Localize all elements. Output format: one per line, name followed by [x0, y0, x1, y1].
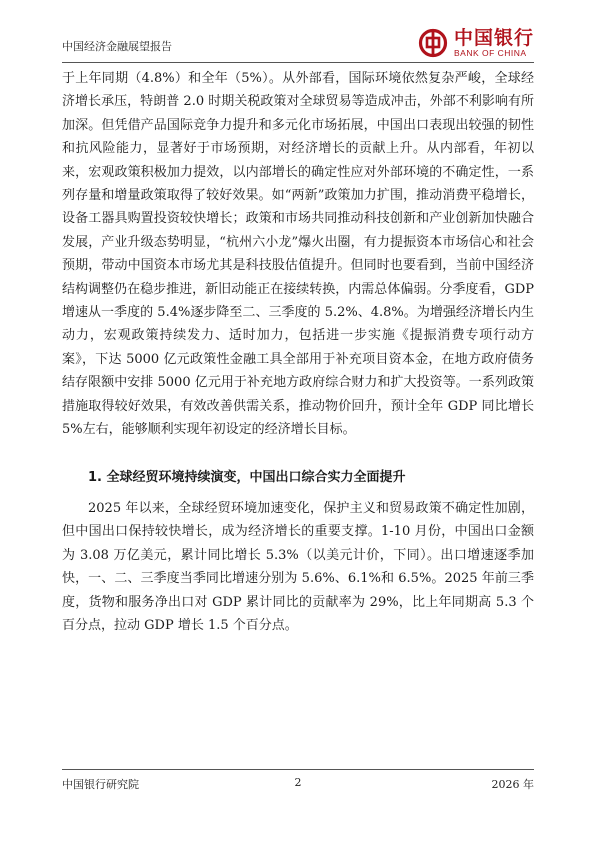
header-divider	[62, 62, 534, 63]
report-body	[62, 67, 534, 637]
footer-divider	[62, 769, 534, 770]
page-footer	[62, 776, 534, 792]
page-header	[62, 26, 534, 60]
logo-chinese-name: 中国银行	[453, 27, 534, 49]
bank-logo	[418, 26, 534, 60]
body-paragraph-1: 于上年同期（4.8%）和全年（5%）。从外部看，国际环境依然复杂严峻，全球经济增长承压，特朗普 2.0 时期关税政策对全球贸易等造成冲击，外部不利影响有所加深。但凭借产品国际竞争力提升和多元化市场拓展，中国出口表现出较强的韧性和抗风险能力，显著好于市场预期，对经济增长的贡献上升。从内部看，年初以来，宏观政策积极加力提效，以内部增长的确定性应对外部环境的不确定性，一系列存量和增量政策取得了较好效果。如“两新”政策加力扩围，推动消费平稳增长，设备工器具购置投资较快增长；政策和市场共同推动科技创新和产业创新加快融合发展，产业升级态势明显，“杭州六小龙”爆火出圈，有力提振资本市场信心和社会预期，带动中国资本市场尤其是科技股估值提升。但同时也要看到，当前中国经济结构调整仍在稳步推进，新旧动能正在接续转换，内需总体偏弱。分季度看，GDP 增速从一季度的 5.4%逐步降至二、三季度的 5.2%、4.8%。为增强经济增长内生动力，宏观政策持续发力、适时加力，包括进一步实施《提振消费专项行动方案》，下达 5000 亿元政策性金融工具全部用于补充项目资本金，在地方政府债务结存限额中安排 5000 亿元用于补充地方政府综合财力和扩大投资等。一系列政策措施取得较好效果，有效改善供需关系，推动物价回升，预计全年 GDP 同比增长 5%左右，能够顺利实现年初设定的经济增长目标。	[62, 71, 534, 438]
footer-institute: 中国银行研究院	[62, 778, 139, 791]
logo-english-name: BANK OF CHINA	[453, 48, 527, 58]
section-heading: 1. 全球经贸环境持续演变，中国出口综合实力全面提升	[88, 469, 406, 485]
bank-of-china-emblem-icon	[418, 28, 448, 58]
body-paragraph-2: 2025 年以来，全球经贸环境加速变化，保护主义和贸易政策不确定性加剧，但中国出口保持较快增长，成为经济增长的重要支撑。1-10 月份，中国出口金额为 3.08 万亿美元，累计同比增长 5.3%（以美元计价，下同）。出口增速逐季加快，一、二、三季度当季同比增速分别为 5.6%、6.1%和 6.5%。2025 年前三季度，货物和服务净出口对 GDP 累计同比的贡献率为 29%，比上年同期高 5.3 个百分点，拉动 GDP 增长 1.5 个百分点。	[62, 500, 534, 633]
logo-wordmark	[454, 28, 534, 58]
report-title: 中国经济金融展望报告	[62, 40, 172, 53]
page-number: 2	[294, 776, 302, 789]
footer-year: 2026 年	[491, 778, 534, 791]
